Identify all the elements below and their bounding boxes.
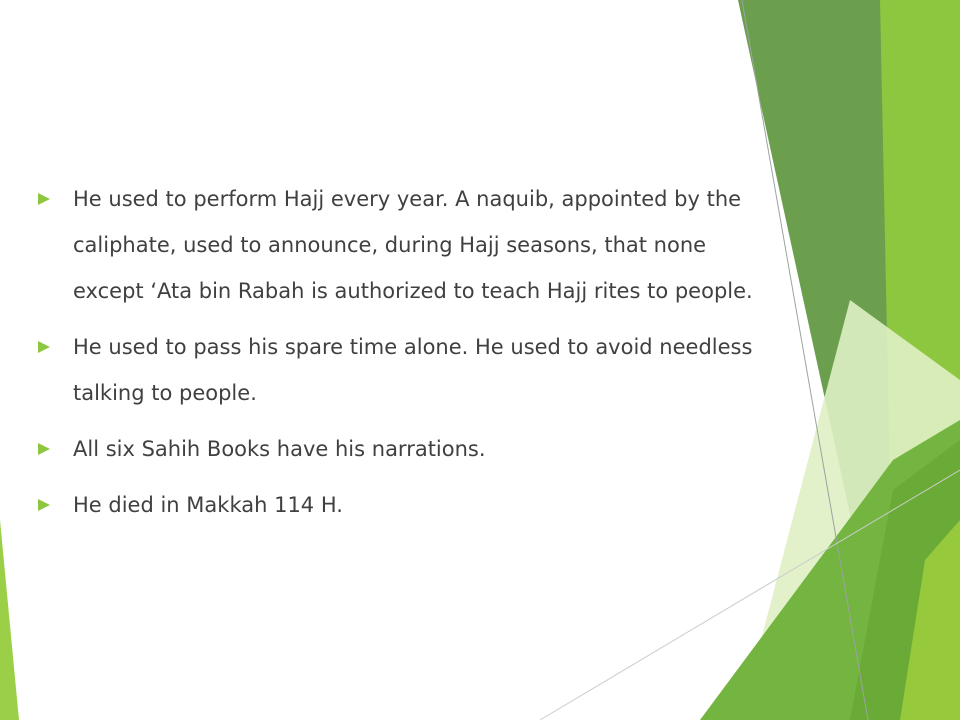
bullet-text: All six Sahih Books have his narrations.: [73, 437, 486, 461]
bullet-text: He used to pass his spare time alone. He used to avoid needless talking to people.: [73, 335, 753, 405]
left-green-sliver: [0, 520, 19, 720]
triangle-right-icon: [38, 341, 50, 353]
list-item: [38, 426, 778, 472]
bullet-list: [38, 176, 778, 528]
bullet-text: He used to perform Hajj every year. A naquib, appointed by the caliphate, used to announce, during Hajj seasons, that none except ‘Ata bin Rabah is authorized to teach Hajj rites to people.: [73, 187, 753, 303]
triangle-right-icon: [38, 499, 50, 511]
triangle-right-icon: [38, 193, 50, 205]
triangle-right-icon: [38, 443, 50, 455]
list-item: [38, 324, 778, 416]
list-item: [38, 482, 778, 528]
list-item: [38, 176, 778, 314]
bullet-text: He died in Makkah 114 H.: [73, 493, 343, 517]
